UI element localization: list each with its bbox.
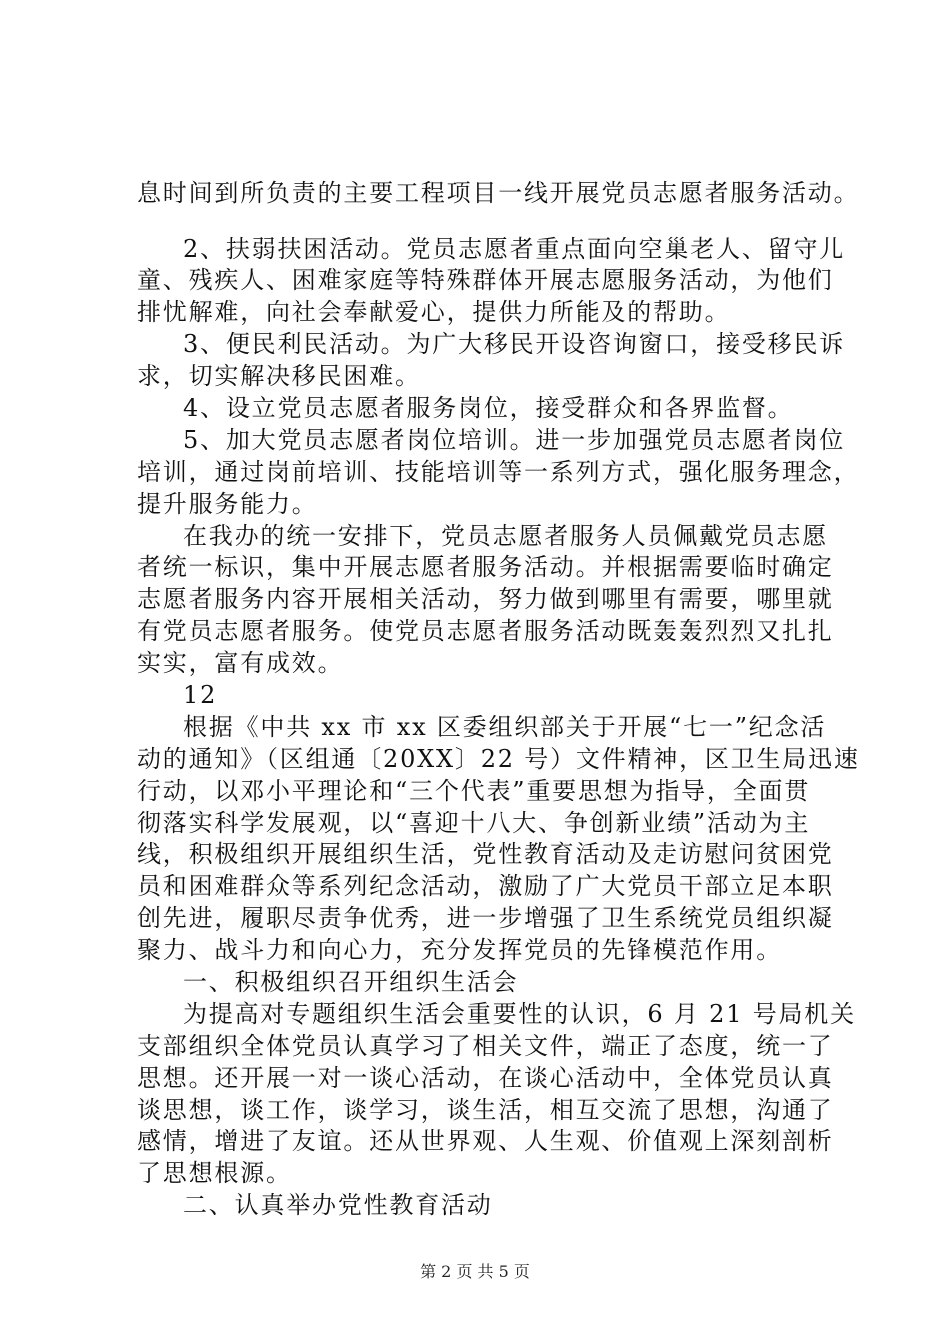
text-line: 谈思想，谈工作，谈学习，谈生活，相互交流了思想，沟通了: [137, 1096, 834, 1124]
text-line: 5、加大党员志愿者岗位培训。进一步加强党员志愿者岗位: [183, 426, 846, 454]
text-line: 创先进，履职尽责争优秀，进一步增强了卫生系统党员组织凝: [137, 904, 834, 932]
text-line: 根据《中共 xx 市 xx 区委组织部关于开展“七一”纪念活: [183, 713, 827, 741]
section-heading: 二、认真举办党性教育活动: [183, 1191, 493, 1219]
text-line: 求，切实解决移民困难。: [137, 362, 421, 390]
text-line: 线，积极组织开展组织生活，党性教育活动及走访慰问贫困党: [137, 840, 834, 868]
text-line: 12: [183, 681, 218, 709]
text-line: 了思想根源。: [137, 1159, 292, 1187]
text-line: 支部组织全体党员认真学习了相关文件，端正了态度，统一了: [137, 1032, 834, 1060]
text-line: 者统一标识，集中开展志愿者服务活动。并根据需要临时确定: [137, 553, 834, 581]
page-footer: 第 2 页 共 5 页: [420, 1262, 530, 1281]
text-line: 培训，通过岗前培训、技能培训等一系列方式，强化服务理念，: [137, 458, 860, 486]
text-line: 聚力、战斗力和向心力，充分发挥党员的先锋模范作用。: [137, 936, 782, 964]
text-line: 感情，增进了友谊。还从世界观、人生观、价值观上深刻剖析: [137, 1127, 834, 1155]
text-line: 动的通知》（区组通〔20XX〕22 号）文件精神，区卫生局迅速: [137, 745, 860, 773]
text-line: 思想。还开展一对一谈心活动，在谈心活动中，全体党员认真: [137, 1064, 834, 1092]
text-line: 3、便民利民活动。为广大移民开设咨询窗口，接受移民诉: [183, 330, 846, 358]
text-line: 提升服务能力。: [137, 490, 318, 518]
section-heading: 一、积极组织召开组织生活会: [183, 968, 519, 996]
text-line: 排忧解难，向社会奉献爱心，提供力所能及的帮助。: [137, 298, 731, 326]
text-line: 员和困难群众等系列纪念活动，激励了广大党员干部立足本职: [137, 872, 834, 900]
text-line: 4、设立党员志愿者服务岗位，接受群众和各界监督。: [183, 394, 794, 422]
text-line: 行动，以邓小平理论和“三个代表”重要思想为指导，全面贯: [137, 777, 811, 805]
text-line: 为提高对专题组织生活会重要性的认识，6 月 21 号局机关: [183, 1000, 856, 1028]
text-line: 有党员志愿者服务。使党员志愿者服务活动既轰轰烈烈又扎扎: [137, 617, 834, 645]
text-line: 息时间到所负责的主要工程项目一线开展党员志愿者服务活动。: [137, 179, 860, 207]
text-line: 实实，富有成效。: [137, 649, 344, 677]
text-line: 童、残疾人、困难家庭等特殊群体开展志愿服务活动，为他们: [137, 266, 834, 294]
text-line: 2、扶弱扶困活动。党员志愿者重点面向空巢老人、留守儿: [183, 235, 846, 263]
text-line: 彻落实科学发展观，以“喜迎十八大、争创新业绩”活动为主: [137, 809, 811, 837]
text-line: 志愿者服务内容开展相关活动，努力做到哪里有需要，哪里就: [137, 585, 834, 613]
text-line: 在我办的统一安排下，党员志愿者服务人员佩戴党员志愿: [183, 522, 828, 550]
